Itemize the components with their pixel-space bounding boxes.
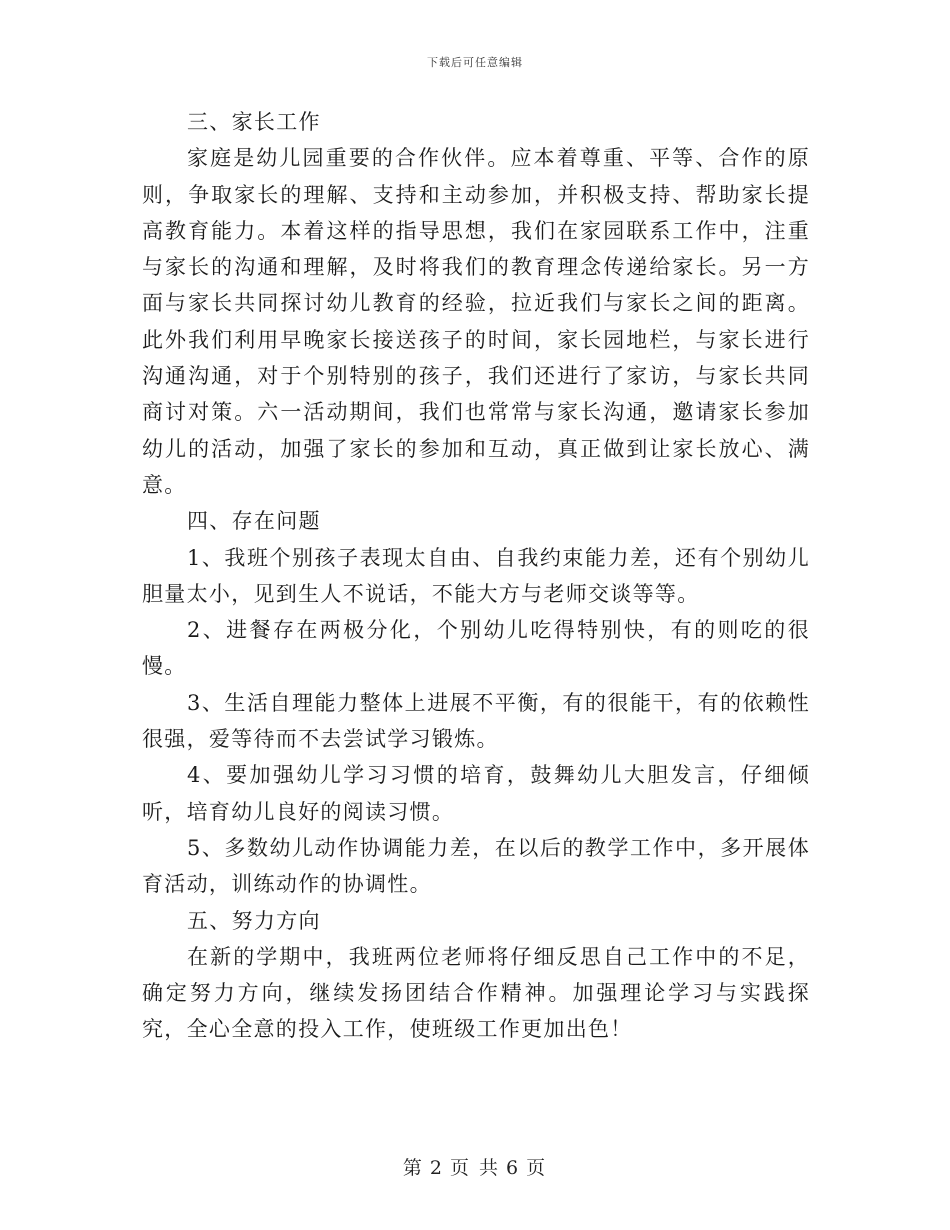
problem-item-5: 5、多数幼儿动作协调能力差，在以后的教学工作中，多开展体育活动，训练动作的协调性。	[142, 835, 810, 897]
total-pages-number: 6	[506, 1157, 521, 1179]
footer-prefix: 第	[402, 1157, 424, 1179]
section-heading-parent-work: 三、家长工作	[187, 110, 321, 134]
problem-item-3: 3、生活自理能力整体上进展不平衡，有的很能干，有的依赖性很强，爱等待而不去尝试学习锻炼。	[142, 690, 810, 752]
footer-suffix: 页	[526, 1157, 548, 1179]
current-page-number: 2	[429, 1157, 444, 1179]
page-footer	[0, 1153, 950, 1180]
paragraph-direction: 在新的学期中，我班两位老师将仔细反思自己工作中的不足，确定努力方向，继续发扬团结合作精神。加强理论学习与实践探究，全心全意的投入工作，使班级工作更加出色！	[142, 944, 810, 1042]
problem-item-4: 4、要加强幼儿学习习惯的培育，鼓舞幼儿大胆发言，仔细倾听，培育幼儿良好的阅读习惯。	[142, 763, 810, 824]
header-note: 下载后可任意编辑	[427, 56, 523, 69]
paragraph-parent-work: 家庭是幼儿园重要的合作伙伴。应本着尊重、平等、合作的原则，争取家长的理解、支持和主动参加，并积极支持、帮助家长提高教育能力。本着这样的指导思想，我们在家园联系工作中，注重与家长的沟通和理解，及时将我们的教育理念传递给家长。另一方面与家长共同探讨幼儿教育的经验，拉近我们与家长之间的距离。此外我们利用早晚家长接送孩子的时间，家长园地栏，与家长进行沟通沟通，对于个别特别的孩子，我们还进行了家访，与家长共同商讨对策。六一活动期间，我们也常常与家长沟通，邀请家长参加幼儿的活动，加强了家长的参加和互动，真正做到让家长放心、满意。	[142, 146, 810, 497]
section-heading-problems: 四、存在问题	[187, 509, 321, 534]
section-heading-direction: 五、努力方向	[187, 908, 321, 933]
footer-middle: 页 共	[449, 1157, 501, 1179]
problem-item-2: 2、进餐存在两极分化，个别幼儿吃得特别快，有的则吃的很慢。	[142, 618, 810, 679]
document-body	[142, 104, 810, 1048]
problem-item-1: 1、我班个别孩子表现太自由、自我约束能力差，还有个别幼儿胆量太小，见到生人不说话，不能大方与老师交谈等等。	[142, 545, 810, 606]
